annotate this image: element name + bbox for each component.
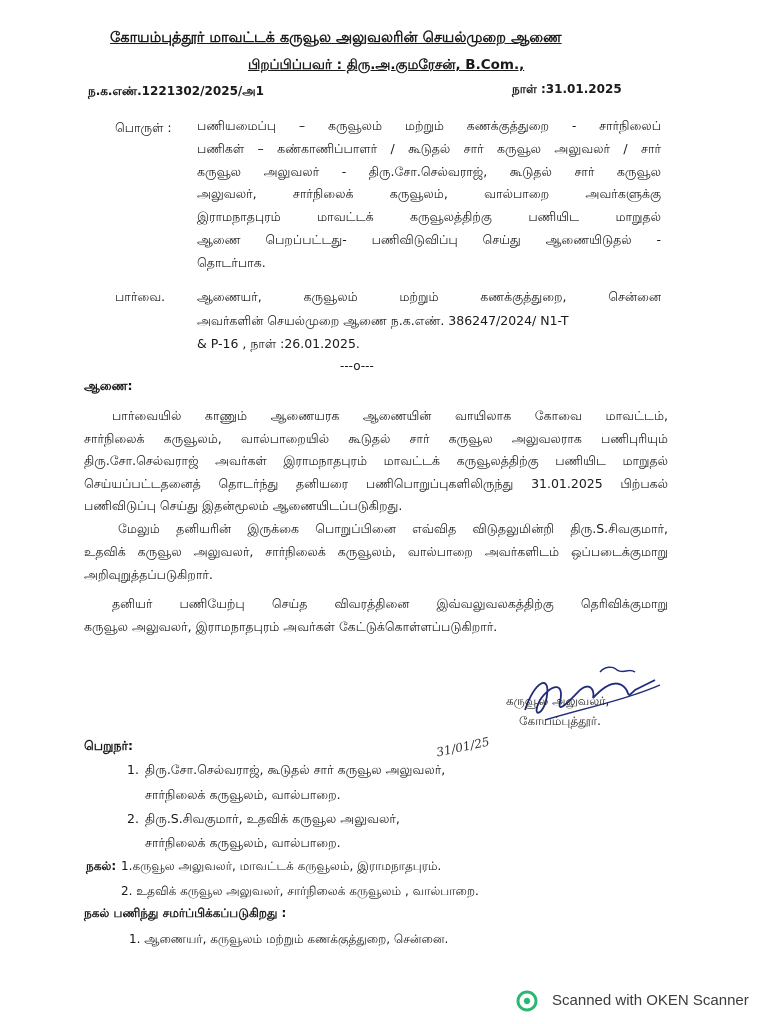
order-paragraph-2 (84, 517, 668, 586)
reference-line: ஆணையர், கருவூலம் மற்றும் கணக்குத்துறை, சென்னை (197, 289, 661, 304)
order-line: கருவூல அலுவலர், இராமநாதபுரம் அவர்கள் கேட்டுக்கொள்ளப்படுகிறார். (84, 619, 498, 634)
section-separator: ---o--- (340, 359, 374, 373)
recipient-line: திரு.S.சிவகுமார், உதவிக் கருவூல அலுவலர், (145, 811, 400, 826)
reference-line: & P-16 , நாள் :26.01.2025. (197, 336, 360, 351)
copy-label: நகல்: (86, 859, 117, 873)
subject-line: ஆணை பெறப்பட்டது- பணிவிடுவிப்பு செய்து ஆணையிடுதல் - (197, 231, 661, 247)
recipients-heading: பெறுநர்: (84, 738, 134, 753)
order-line: பணிவிடுப்பு செய்து இதன்மூலம் ஆணையிடப்படுகிறது. (84, 498, 403, 513)
order-line: மேலும் தனியரின் இருக்கை பொறுப்பினை எவ்வித விடுதலுமின்றி திரு.S.சிவகுமார், (118, 521, 668, 536)
issuer-line: பிறப்பிப்பவர் : திரு.அ.குமரேசன், B.Com., (248, 57, 525, 73)
subject-label: பொருள் : (115, 120, 172, 135)
recipient-number: 2. (127, 811, 139, 826)
reference-line: அவர்களின் செயல்முறை ஆணை ந.க.எண். 386247/2024/ N1-T (197, 312, 569, 328)
scanner-watermark: Scanned with OKEN Scanner (552, 992, 749, 1009)
subject-line: பணியமைப்பு – கருவூலம் மற்றும் கணக்குத்துறை - சார்நிலைப் (197, 118, 661, 133)
document-title: கோயம்புத்தூர் மாவட்டக் கருவூல அலுவலரின் செயல்முறை ஆணை (110, 30, 562, 46)
order-line: உதவிக் கருவூல அலுவலர், சார்நிலைக் கருவூலம், வால்பாறை அவர்களிடம் ஒப்படைக்குமாறு (84, 544, 668, 559)
handwritten-date-note: 31/01/25 (435, 734, 491, 760)
order-line: அறிவுறுத்தப்படுகிறார். (84, 567, 213, 582)
subject-block (197, 115, 661, 275)
order-line: செய்யப்பட்டதனைத் தொடர்ந்து தனியரை பணிபொறுப்புகளிலிருந்து 31.01.2025 பிற்பகல் (84, 475, 668, 491)
copy-line: 2. உதவிக் கருவூல அலுவலர், சார்நிலைக் கருவூலம் , வால்பாறை. (121, 884, 479, 898)
recipient-number: 1. (127, 762, 139, 777)
copy-line: 1.கருவூல அலுவலர், மாவட்டக் கருவூலம், இராமநாதபுரம். (121, 859, 442, 873)
recipient-line: திரு.சோ.செல்வராஜ், கூடுதல் சார் கருவூல அலுவலர், (145, 762, 446, 777)
recipient-line: சார்நிலைக் கருவூலம், வால்பாறை. (145, 787, 341, 802)
subject-line: தொடர்பாக. (197, 254, 266, 270)
order-paragraph-1 (84, 405, 668, 518)
order-line: சார்நிலைக் கருவூலம், வால்பாறையில் கூடுதல் சார் கருவூல அலுவலராக பணிபுரியும் (84, 430, 668, 446)
reference-label: பார்வை. (115, 289, 166, 304)
order-line: திரு.சோ.செல்வராஜ் அவர்கள் இராமநாதபுரம் மாவட்டக் கருவூலத்திற்கு பணியிட மாறுதல் (84, 453, 668, 468)
subject-line: அலுவலர், சார்நிலைக் கருவூலம், வால்பாறை அவர்களுக்கு (197, 186, 661, 202)
order-line: தனியர் பணியேற்பு செய்த விவரத்தினை இவ்வலுவலகத்திற்கு தெரிவிக்குமாறு (112, 596, 668, 611)
signatory-office: கோயம்புத்தூர். (519, 714, 601, 728)
subject-line: கருவூல அலுவலர் - திரு.சோ.செல்வராஜ், கூடுதல் சார் கருவூல (197, 163, 661, 179)
oken-scanner-logo-icon (516, 990, 538, 1012)
recipient-line: சார்நிலைக் கருவூலம், வால்பாறை. (145, 835, 341, 850)
reference-block (197, 285, 661, 356)
reference-number: ந.க.எண்.1221302/2025/அ1 (88, 84, 264, 98)
submitted-line: 1. ஆணையர், கருவூலம் மற்றும் கணக்குத்துறை, சென்னை. (129, 932, 449, 946)
order-heading: ஆணை: (84, 378, 133, 393)
subject-line: பணிகள் – கண்காணிப்பாளர் / கூடுதல் சார் கருவூல அலுவலர் / சார் (197, 140, 661, 156)
order-paragraph-3 (84, 592, 668, 638)
subject-line: இராமநாதபுரம் மாவட்டக் கருவூலத்திற்கு பணியிட மாறுதல் (197, 209, 661, 225)
order-line: பார்வையில் காணும் ஆணையரக ஆணையின் வாயிலாக கோவை மாவட்டம், (112, 408, 668, 423)
order-date: நாள் :31.01.2025 (512, 82, 622, 96)
submitted-heading: நகல் பணிந்து சமர்ப்பிக்கப்படுகிறது : (84, 906, 287, 920)
signatory-title: கருவூல அலுவலர், (506, 694, 610, 708)
